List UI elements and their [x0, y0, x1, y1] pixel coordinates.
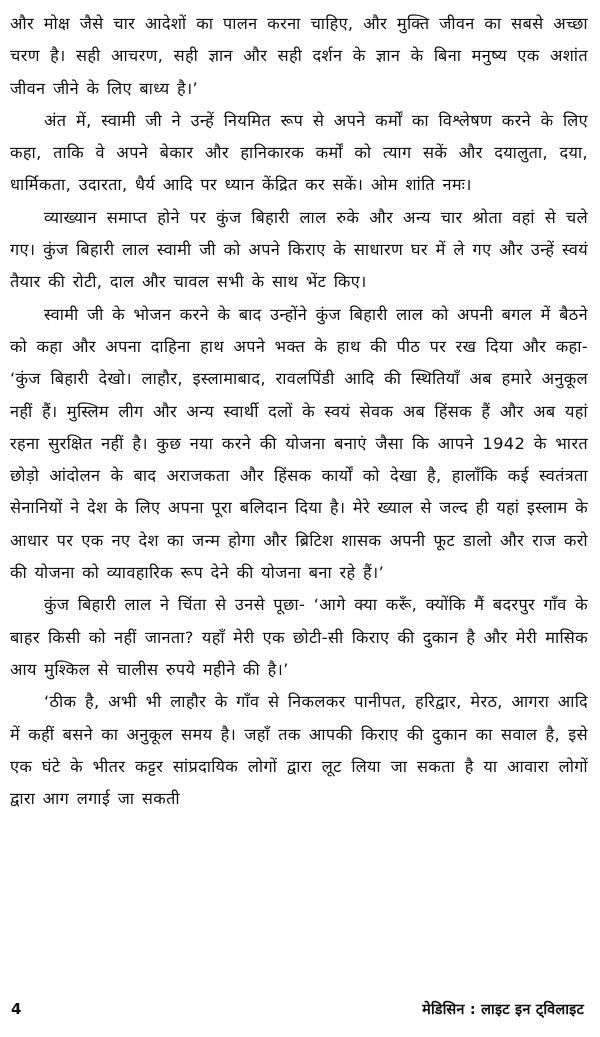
paragraph-2: अंत में, स्वामी जी ने उन्हें नियमित रूप से अपने कर्मों का विश्लेषण करने के लिए कहा, ताकि वे अपने बेकार और हानिकारक कर्मों को त्याग सकें और दयालुता, दया, धार्मिकता, उदारता, धैर्य आदि पर ध्यान केंद्रित कर सकें। ओम शांति नमः। — [10, 110, 588, 195]
page-body — [10, 8, 588, 815]
page-footer — [11, 996, 584, 1022]
paragraph-1: और मोक्ष जैसे चार आदेशों का पालन करना चाहिए, और मुक्ति जीवन का सबसे अच्छा चरण है। सही आचरण, सही ज्ञान और सही दर्शन के ज्ञान के बिना मनुष्य एक अशांत जीवन जीने के लिए बाध्य है।’ — [10, 14, 588, 98]
paragraph-4: स्वामी जी के भोजन करने के बाद उन्होंने कुंज बिहारी लाल को अपनी बगल में बैठने को कहा और अपना दाहिना हाथ अपने भक्त के हाथ की पीठ पर रख दिया और कहा- ‘कुंज बिहारी देखो। लाहौर, इस्लामाबाद, रावलपिंडी आदि की स्थितियाँ अब हमारे अनुकूल नहीं हैं। मुस्लिम लीग और अन्य स्वार्थी दलों के स्वयं सेवक अब हिंसक हैं और अब यहां रहना सुरक्षित नहीं है। कुछ नया करने की योजना बनाएं जैसा कि आपने 1942 के भारत छोड़ो आंदोलन के बाद अराजकता और हिंसक कार्यों को देखा है, हालाँकि कई स्वतंत्रता सेनानियों ने देश के लिए अपना पूरा बलिदान दिया है। मेरे ख्याल से जल्द ही यहां इस्लाम के आधार पर एक नए देश का जन्म होगा और ब्रिटिश शासक अपनी फूट डालो और राज करो की योजना को व्यावहारिक रूप देने की योजना बना रहे हैं।’ — [10, 304, 588, 583]
paragraph-6: ‘ठीक है, अभी भी लाहौर के गाँव से निकलकर पानीपत, हरिद्वार, मेरठ, आगरा आदि में कहीं बसने का अनुकूल समय है। जहाँ तक आपकी किराए की दुकान का सवाल है, इसे एक घंटे के भीतर कट्टर सांप्रदायिक लोगों द्वारा लूट लिया जा सकता है या आवारा लोगों द्वारा आग लगाई जा सकती — [10, 692, 588, 809]
paragraph-5: कुंज बिहारी लाल ने चिंता से उनसे पूछा- ‘आगे क्या करूँ, क्योंकि मैं बदरपुर गाँव के बाहर किसी को नहीं जानता? यहाँ मेरी एक छोटी-सी किराए की दुकान है और मेरी मासिक आय मुश्किल से चालीस रुपये महीने की है।’ — [10, 595, 588, 679]
running-title: मेडिसिन : लाइट इन ट्विलाइट — [422, 1002, 584, 1018]
page-number: 4 — [11, 1000, 22, 1018]
paragraph-3: व्याख्यान समाप्त होने पर कुंज बिहारी लाल रुके और अन्य चार श्रोता वहां से चले गए। कुंज बिहारी लाल स्वामी जी को अपने किराए के साधारण घर में ले गए और उन्हें स्वयं तैयार की रोटी, दाल और चावल सभी के साथ भेंट किए। — [10, 207, 588, 292]
